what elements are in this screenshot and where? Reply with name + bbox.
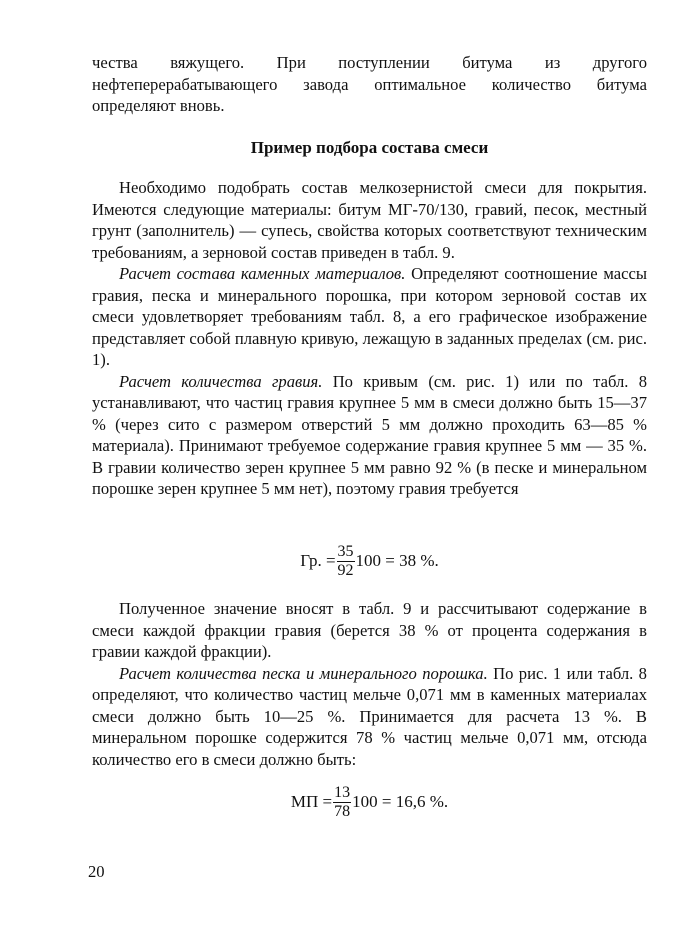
formula-gravel-denominator: 92 — [337, 561, 354, 579]
paragraph-gravel-body: По кривым (см. рис. 1) или по табл. 8 устанавливают, что частиц гравия крупнее 5 мм в смеси должно быть 15—37 % (через сито с размером отверстий 5 мм должно проходить 63—85 % материала). Принимают требуемое содержание гравия крупнее 5 мм — 35 %. В гравии количество зерен крупнее 5 мм равно 92 % (в песке и минеральном порошке зерен крупнее 5 мм нет), поэтому гравия требуется — [92, 371, 648, 498]
intro-text: чества вяжущего. При поступлении битума из другого нефтеперерабатывающего завода оптимальное количество битума определяют вновь. — [92, 53, 647, 115]
page-number: 20 — [88, 862, 105, 881]
formula-mp-rhs: 100 = 16,6 %. — [352, 792, 449, 811]
paragraph-gravel-lead: Расчет количества гравия. — [119, 371, 323, 391]
formula-gravel — [92, 538, 647, 584]
paragraph-table-values: Полученное значение вносят в табл. 9 и рассчитывают содержание в смеси каждой фракции гравия (берется 38 % от процента содержания в гравии каждой фракции). — [92, 599, 647, 661]
paragraph-stone-materials-body: Определяют соотношение массы гравия, песка и минерального порошка, при котором зерновой состав их смеси удовлетворяет требованиям табл. 8, а его графическое изображение представляет собой плавную кривую, лежащую в заданных пределах (см. рис. 1). — [92, 264, 647, 369]
formula-gravel-numerator: 35 — [337, 542, 354, 560]
formula-gravel-rhs: 100 = 38 %. — [355, 551, 439, 570]
paragraph-sand-powder-lead: Расчет количества песка и минерального порошка. — [119, 663, 488, 683]
paragraph-gravel — [92, 371, 647, 500]
formula-mp-denominator: 78 — [334, 802, 351, 820]
formula-mp-numerator: 13 — [334, 783, 351, 801]
formula-mp-fraction — [333, 784, 351, 821]
paragraph-task: Необходимо подобрать состав мелкозернистой смеси для покрытия. Имеются следующие материалы: битум МГ-70/130, гравий, песок, местный грунт (заполнитель) — супесь, свойства которых соответствуют техническим требованиям, а зерновой состав приведен в табл. 9. — [92, 178, 647, 262]
paragraph-sand-powder — [92, 663, 647, 771]
intro-paragraph — [92, 52, 647, 117]
main-text-block-2 — [92, 598, 647, 770]
paragraph-stone-materials-lead: Расчет состава каменных материалов. — [119, 264, 406, 283]
formula-mineral-powder — [92, 779, 647, 825]
paragraph-stone-materials — [92, 263, 647, 371]
formula-gravel-lhs: Гр. = — [300, 551, 336, 570]
formula-mp-lhs: МП = — [290, 792, 333, 811]
main-text-block-1 — [92, 177, 647, 500]
formula-gravel-fraction — [337, 543, 355, 580]
paragraph-sand-powder-body: По рис. 1 или табл. 8 определяют, что количество частиц мельче 0,071 мм в каменных материалах смеси должно быть 10—25 %. Принимается для расчета 13 %. В минеральном порошке содержится 78 % частиц мельче 0,071 мм, отсюда количество его в смеси должно быть: — [92, 663, 647, 769]
section-heading: Пример подбора состава смеси — [250, 138, 489, 157]
